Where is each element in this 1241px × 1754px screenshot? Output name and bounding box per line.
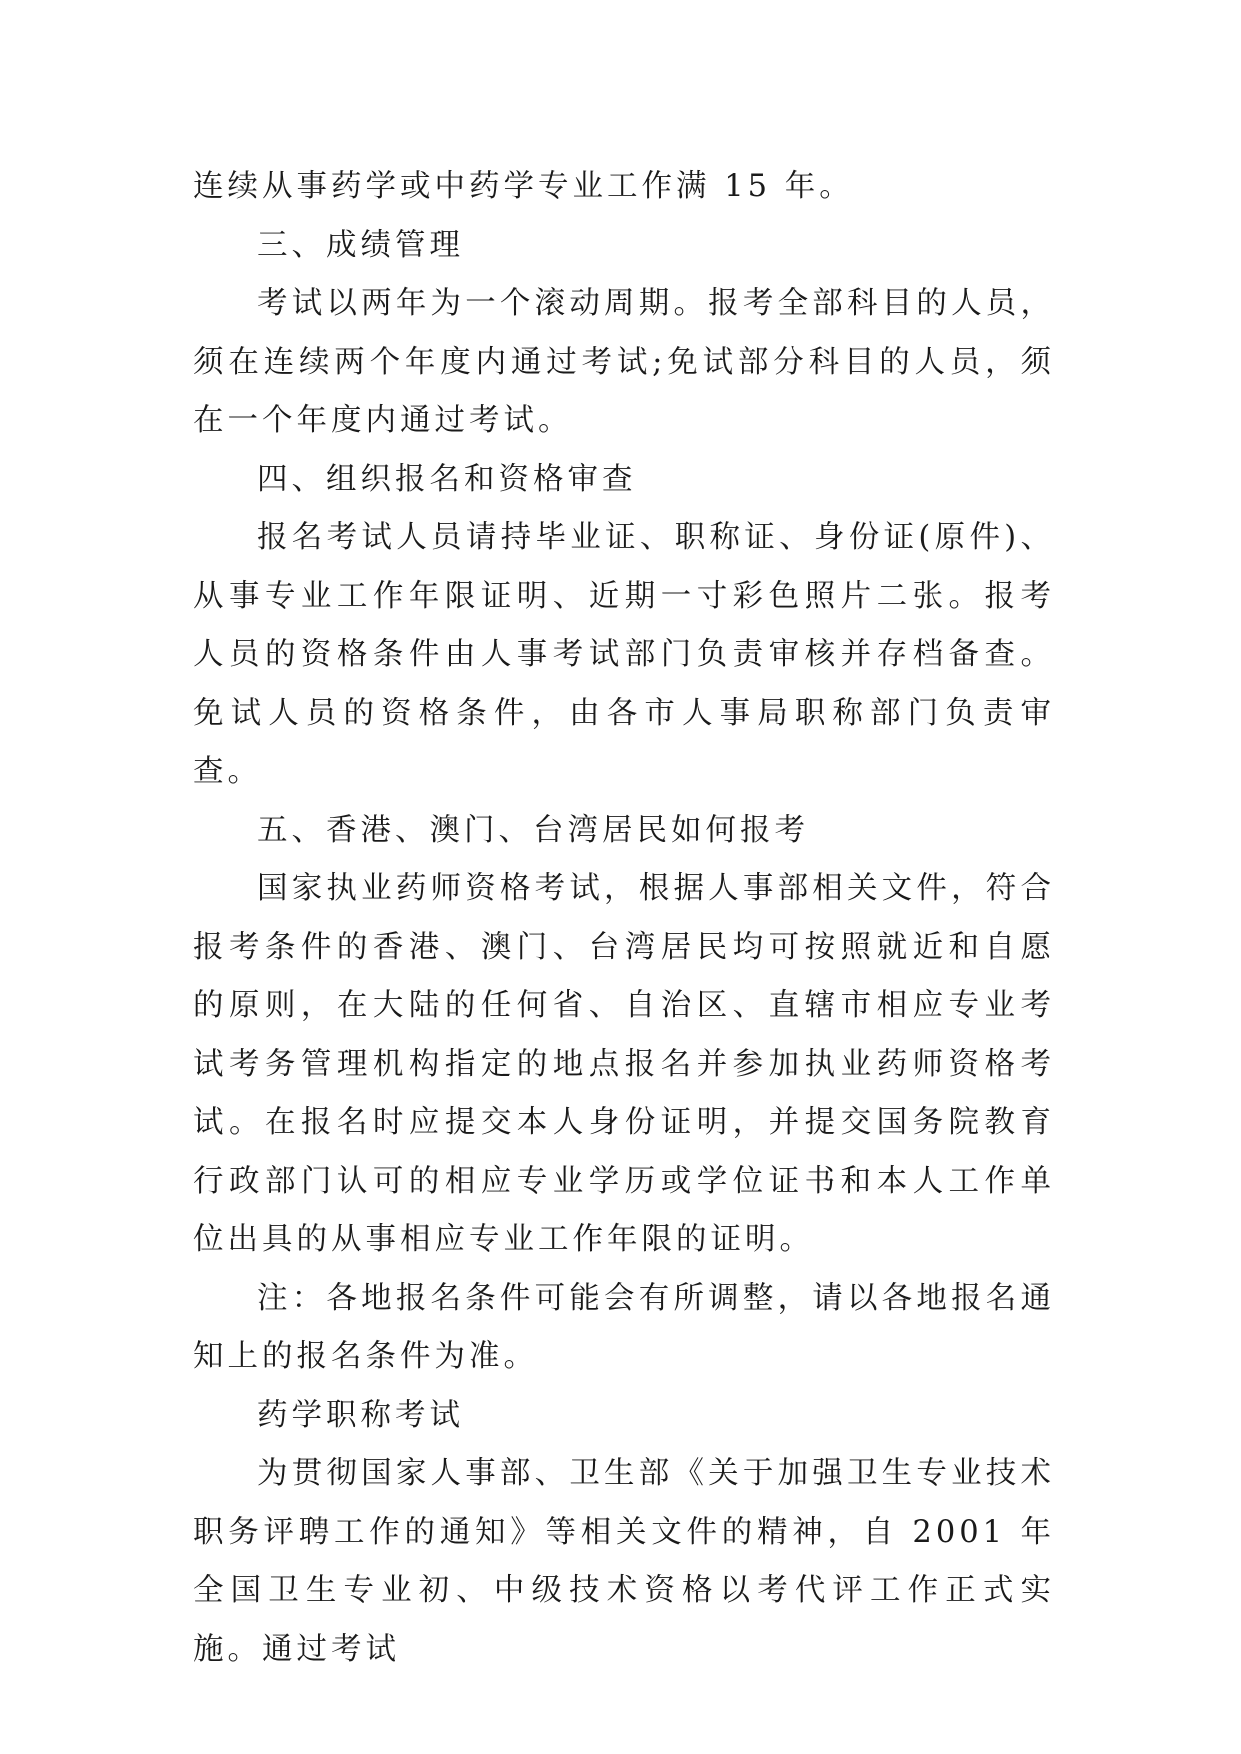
document-body xyxy=(193,158,1055,1679)
heading-score-management: 三、成绩管理 xyxy=(257,227,464,263)
heading-hk-macao-taiwan: 五、香港、澳门、台湾居民如何报考 xyxy=(257,812,809,848)
paragraph-pharmacy-title-exam: 为贯彻国家人事部、卫生部《关于加强卫生专业技术职务评聘工作的通知》等相关文件的精神，自 2001 年全国卫生专业初、中级技术资格以考代评工作正式实施。通过考试 xyxy=(193,1456,1055,1667)
paragraph-note: 注：各地报名条件可能会有所调整，请以各地报名通知上的报名条件为准。 xyxy=(193,1280,1055,1374)
paragraph-registration-review: 报名考试人员请持毕业证、职称证、身份证(原件)、从事专业工作年限证明、近期一寸彩色照片二张。报考人员的资格条件由人事考试部门负责审核并存档备查。免试人员的资格条件，由各市人事局职称部门负责审查。 xyxy=(193,520,1055,789)
paragraph-score-management: 考试以两年为一个滚动周期。报考全部科目的人员，须在连续两个年度内通过考试;免试部分科目的人员，须在一个年度内通过考试。 xyxy=(193,286,1055,438)
paragraph-continuation: 连续从事药学或中药学专业工作满 15 年。 xyxy=(193,169,854,204)
heading-pharmacy-title-exam: 药学职称考试 xyxy=(257,1397,464,1433)
paragraph-hk-macao-taiwan: 国家执业药师资格考试，根据人事部相关文件，符合报考条件的香港、澳门、台湾居民均可按照就近和自愿的原则，在大陆的任何省、自治区、直辖市相应专业考试考务管理机构指定的地点报名并参加执业药师资格考试。在报名时应提交本人身份证明，并提交国务院教育行政部门认可的相应专业学历或学位证书和本人工作单位出具的从事相应专业工作年限的证明。 xyxy=(193,871,1055,1257)
heading-registration-review: 四、组织报名和资格审查 xyxy=(257,461,637,497)
